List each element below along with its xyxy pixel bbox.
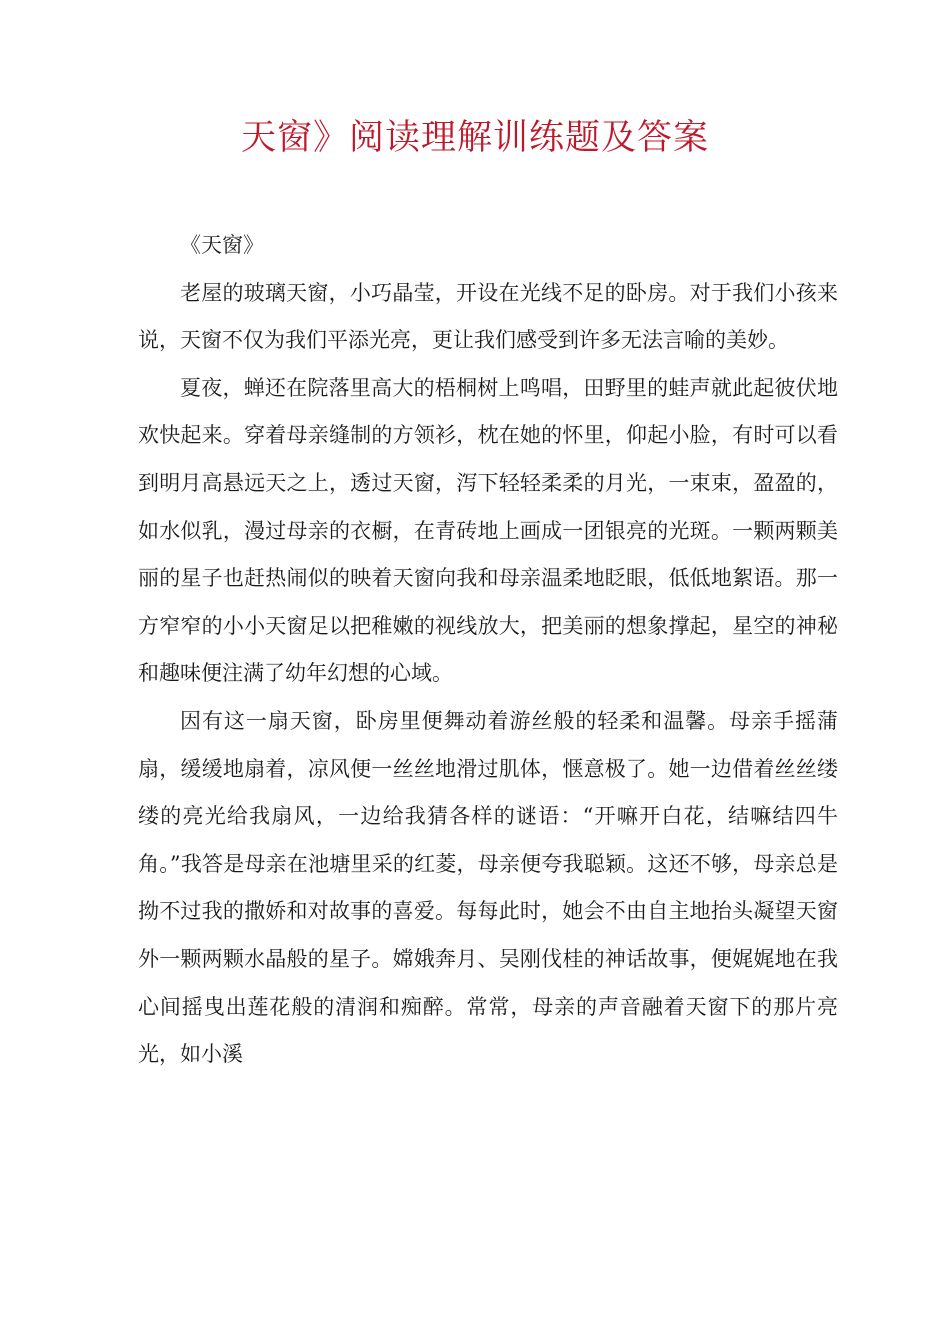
document-body [138,222,838,1079]
paragraph-2: 夏夜，蝉还在院落里高大的梧桐树上鸣唱，田野里的蛙声就此起彼伏地欢快起来。穿着母亲缝制的方领衫，枕在她的怀里，仰起小脸，有时可以看到明月高悬远天之上，透过天窗，泻下轻轻柔柔的月光，一束束，盈盈的，如水似乳，漫过母亲的衣橱，在青砖地上画成一团银亮的光斑。一颗两颗美丽的星子也赶热闹似的映着天窗向我和母亲温柔地眨眼，低低地絮语。那一方窄窄的小小天窗足以把稚嫩的视线放大，把美丽的想象撑起，星空的神秘和趣味便注满了幼年幻想的心域。 [138,375,838,686]
paragraph-3: 因有这一扇天窗，卧房里便舞动着游丝般的轻柔和温馨。母亲手摇蒲扇，缓缓地扇着，凉风便一丝丝地滑过肌体，惬意极了。她一边借着丝丝缕缕的亮光给我扇风，一边给我猜各样的谜语：“开嘛开白花，结嘛结四牛角。”我答是母亲在池塘里采的红菱，母亲便夸我聪颖。这还不够，母亲总是拗不过我的撒娇和对故事的喜爱。每每此时，她会不由自主地抬头凝望天窗外一颗两颗水晶般的星子。嫦娥奔月、吴刚伐桂的神话故事，便娓娓地在我心间摇曳出莲花般的清润和痴醉。常常，母亲的声音融着天窗下的那片亮光，如小溪 [138,708,838,1067]
article-subtitle: 《天窗》 [180,233,264,257]
paragraph-1: 老屋的玻璃天窗，小巧晶莹，开设在光线不足的卧房。对于我们小孩来说，天窗不仅为我们平添光亮，更让我们感受到许多无法言喻的美妙。 [138,280,838,353]
document-title: 天窗》阅读理解训练题及答案 [240,118,709,158]
